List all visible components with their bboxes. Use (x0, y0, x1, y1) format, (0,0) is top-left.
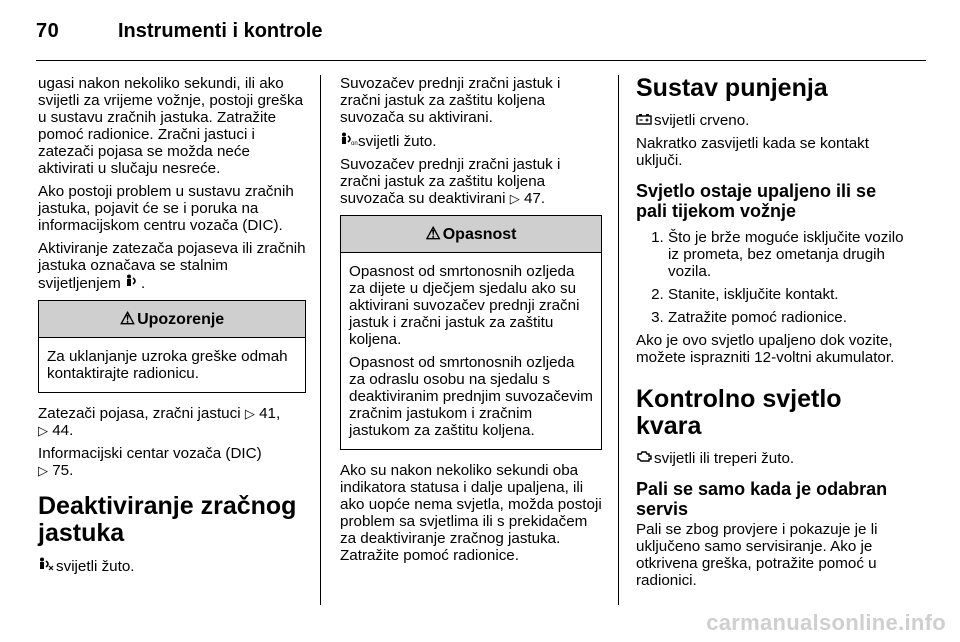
paragraph-text: svijetli crveno. (654, 112, 750, 129)
warning-title: Upozorenje (137, 311, 225, 328)
danger-text: Opasnost od smrtonosnih ozljeda za dijete u dječjem sjedalu ako su aktivirani suvozačev prednji zračni jastuk i zračni jastuk za zaštitu koljena. (349, 263, 580, 348)
paragraph: Ako su nakon nekoliko sekundi oba indikatora statusa i dalje upaljena, ili ako uopće nema svjetla, možda postoji problem sa svjetlima ili s prekidačem za deaktiviranje zračnog jastuka. Zatražite pomoć radionice. (340, 462, 602, 564)
paragraph: Suvozačev prednji zračni jastuk i zračni jastuk za zaštitu koljena suvozača su aktivirani. (340, 75, 561, 126)
paragraph-text: Suvozačev prednji zračni jastuk i zračni jastuk za zaštitu koljena suvozača su deaktivirani (340, 156, 561, 207)
warning-box (38, 300, 306, 393)
paragraph: Pali se zbog provjere i pokazuje je li uključeno samo servisiranje. Ako je otkrivena greška, potražite pomoć u radionici. (636, 521, 878, 589)
danger-title: Opasnost (442, 226, 517, 243)
paragraph (636, 450, 908, 467)
airbag-icon (125, 274, 139, 288)
danger-text: Opasnost od smrtonosnih ozljeda za odraslu osobu na sjedalu s deaktiviranim prednjim suvozačevim zračnim jastukom i zračnim jastukom za zaštitu koljena. (349, 354, 593, 439)
section-heading: Sustav punjenja (636, 74, 828, 102)
page-reference[interactable]: 41, (259, 405, 281, 422)
airbag-off-icon (38, 557, 54, 571)
engine-malfunction-icon (636, 450, 652, 463)
section-heading: Deaktiviranje zračnog jastuka (38, 492, 297, 547)
header-title: Instrumenti i kontrole (118, 20, 323, 42)
paragraph (38, 405, 306, 439)
paragraph (340, 156, 602, 207)
column-1 (38, 75, 306, 581)
danger-box-body (341, 253, 601, 449)
subsection-heading: Svjetlo ostaje upaljeno ili se pali tijekom vožnje (636, 181, 877, 221)
paragraph-text: . (140, 275, 146, 292)
column-2 (340, 75, 602, 570)
list-item: 2. Stanite, isključite kontakt. (668, 286, 908, 303)
paragraph (340, 132, 602, 150)
watermark: carmanualsonline.info (706, 610, 946, 635)
warning-triangle-icon: ⚠ (425, 224, 441, 243)
list-item: 3. Zatražite pomoć radionice. (668, 309, 908, 326)
column-divider-2 (618, 75, 619, 605)
column-divider-1 (320, 75, 321, 605)
paragraph-text: Zatezači pojasa, zračni jastuci (38, 405, 241, 422)
paragraph (38, 445, 306, 479)
steps-list (636, 229, 908, 326)
paragraph: Ako postoji problem u sustavu zračnih jastuka, pojavit će se i poruka na informacijskom centru vozača (DIC). (38, 183, 294, 234)
paragraph: Ako je ovo svjetlo upaljeno dok vozite, možete isprazniti 12-voltni akumulator. (636, 332, 895, 366)
page-header (36, 20, 926, 44)
page-reference[interactable]: 75. (52, 462, 74, 479)
section-heading: Kontrolno svjetlo kvara (636, 385, 842, 440)
page-reference[interactable]: 47. (523, 190, 546, 207)
battery-icon (636, 113, 652, 125)
paragraph-text: svijetli ili treperi žuto. (654, 450, 795, 467)
list-item: 1. Što je brže moguće isključite vozilo iz prometa, bez ometanja drugih vozila. (668, 229, 908, 280)
warning-box-body (39, 338, 305, 392)
column-3 (636, 75, 908, 595)
paragraph (636, 112, 908, 129)
paragraph: Nakratko zasvijetli kada se kontakt uključi. (636, 135, 869, 169)
page-reference-icon: ▷ (244, 406, 255, 421)
paragraph-text: Informacijski centar vozača (DIC) (38, 445, 262, 462)
paragraph-text: Aktiviranje zatezača pojaseva ili zračnih jastuka označava se stalnim svijetljenjem (38, 240, 306, 292)
warning-triangle-icon: ⚠ (119, 309, 136, 328)
page-reference[interactable]: 44. (52, 422, 74, 439)
paragraph (38, 557, 306, 575)
page-reference-icon: ▷ (38, 423, 48, 438)
page-reference-icon: ▷ (509, 191, 520, 206)
paragraph (38, 240, 306, 292)
paragraph: ugasi nakon nekoliko sekundi, ili ako svijetli za vrijeme vožnje, postoji greška u sustavu zračnih jastuka. Zatražite pomoć radionice. Zračni jastuci i zatezači pojasa se možda neće aktivirati u slučaju nesreće. (38, 75, 304, 177)
warning-box-header (39, 301, 305, 338)
svg-text:on: on (351, 141, 358, 147)
page-number: 70 (36, 20, 60, 42)
paragraph-text: svijetli žuto. (56, 558, 135, 575)
airbag-on-icon (340, 132, 356, 146)
danger-box-header (341, 216, 601, 253)
warning-text: Za uklanjanje uzroka greške odmah kontaktirajte radionicu. (47, 348, 288, 382)
danger-box (340, 215, 602, 450)
page-reference-icon: ▷ (38, 463, 48, 478)
subsection-heading: Pali se samo kada je odabran servis (636, 479, 888, 519)
paragraph-text: svijetli žuto. (358, 133, 437, 150)
header-rule (36, 60, 926, 61)
